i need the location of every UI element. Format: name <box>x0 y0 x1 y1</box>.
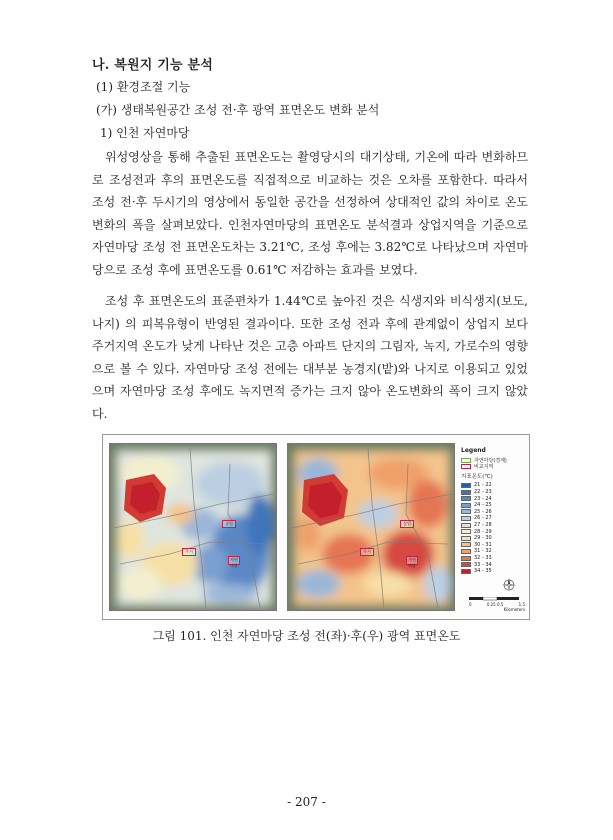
map-before-raster <box>110 444 277 611</box>
figure-surface-temperature <box>102 434 530 620</box>
subsection-heading: (1) 환경조절 기능 <box>96 80 191 94</box>
legend-class-row <box>461 535 525 542</box>
marker-label: 상업 <box>225 521 233 526</box>
marker-park-before <box>228 556 240 568</box>
legend-label: 32 - 33 <box>474 555 492 562</box>
scale-tick: 1.5 <box>518 602 525 607</box>
legend-swatch <box>461 542 471 547</box>
section-heading: 나. 복원지 기능 분석 <box>92 58 213 73</box>
marker-residential-before <box>182 548 196 556</box>
marker-label: 자연마당 <box>408 557 416 568</box>
legend-swatch <box>461 464 471 469</box>
legend-label: 22 - 23 <box>474 489 492 496</box>
legend-class-row <box>461 542 525 549</box>
map-before <box>109 443 277 611</box>
legend-class-row <box>461 528 525 535</box>
marker-label: 상업 <box>403 521 411 526</box>
scale-tick: 0.25 0.5 <box>486 602 504 607</box>
legend-label: 34 - 35 <box>474 568 492 575</box>
legend-label: 30 - 31 <box>474 541 492 548</box>
marker-park-after <box>406 556 418 568</box>
legend-swatch <box>461 458 471 463</box>
legend-title: Legend <box>461 447 486 454</box>
legend-classes <box>461 482 525 574</box>
legend-class-row <box>461 522 525 529</box>
legend-label: 비교지역 <box>474 464 494 471</box>
marker-label: 자연마당 <box>230 557 238 568</box>
legend-swatch <box>461 529 471 534</box>
legend-swatch <box>461 556 471 561</box>
map-after-raster <box>288 444 455 611</box>
legend-label: 25 - 26 <box>474 508 492 515</box>
legend-label: 29 - 30 <box>474 535 492 542</box>
legend-label: 자연마당(경계) <box>474 457 507 464</box>
legend-class-row <box>461 555 525 562</box>
legend-class-row <box>461 502 525 509</box>
legend-label: 28 - 29 <box>474 528 492 535</box>
paragraph-2: 조성 후 표면온도의 표준편차가 1.44℃로 높아진 것은 식생지와 비식생지(보도, 나지) 의 피복유형이 반영된 결과이다. 또한 조성 전과 후에 관계없이 상업지 보다 주거지역 온도가 낮게 나타난 것은 고층 아파트 단지의 그림자, 녹지, 가로수의 영향으로 볼 수 있다. 자연마당 조성 전에는 대부분 농경지(밭)와 나지로 이용되고 있었으며 자연마당 조성 후에도 녹지면적 증가는 크지 않아 온도변화의 폭이 크지 않았다. <box>92 294 528 421</box>
marker-label: 주거 <box>363 549 371 554</box>
legend-swatch <box>461 562 471 567</box>
legend-label: 24 - 25 <box>474 502 492 509</box>
legend-class-row <box>461 489 525 496</box>
scale-bar <box>469 597 525 612</box>
legend-label: 26 - 27 <box>474 515 492 522</box>
legend-swatch <box>461 503 471 508</box>
legend-swatch <box>461 569 471 574</box>
legend-label: 27 - 28 <box>474 522 492 529</box>
legend-swatch <box>461 516 471 521</box>
legend-label: 31 - 32 <box>474 548 492 555</box>
legend-swatch <box>461 509 471 514</box>
legend-class-row <box>461 482 525 489</box>
legend-compare <box>461 464 525 471</box>
item-heading: 1) 인천 자연마당 <box>100 126 190 140</box>
north-arrow-icon <box>501 577 517 593</box>
subsubsection-heading: (가) 생태복원공간 조성 전·후 광역 표면온도 변화 분석 <box>96 103 380 117</box>
marker-label: 주거 <box>185 549 193 554</box>
legend-swatch <box>461 536 471 541</box>
legend-swatch <box>461 549 471 554</box>
figure-caption: 그림 101. 인천 자연마당 조성 전(좌)·후(우) 광역 표면온도 <box>152 629 461 643</box>
legend-label: 21 - 22 <box>474 482 492 489</box>
scale-unit: Kilometers <box>503 607 525 612</box>
marker-commercial-before <box>222 520 236 528</box>
legend-swatch <box>461 490 471 495</box>
legend-swatch <box>461 483 471 488</box>
legend-class-row <box>461 495 525 502</box>
scale-bar-graphic <box>469 597 525 601</box>
legend-label: 23 - 24 <box>474 495 492 502</box>
map-after <box>287 443 455 611</box>
marker-residential-after <box>360 548 374 556</box>
legend-temp-title: 지표온도(℃) <box>461 474 493 481</box>
legend-class-row <box>461 548 525 555</box>
legend-class-row <box>461 568 525 575</box>
legend-class-row <box>461 561 525 568</box>
paragraph-1: 위성영상을 통해 추출된 표면온도는 촬영당시의 대기상태, 기온에 따라 변화하므로 조성전과 후의 표면온도를 직접적으로 비교하는 것은 오차를 포함한다. 따라서 조성 전·후 두시기의 영상에서 동일한 공간을 선정하여 상대적인 값의 차이로 온도변화의 폭을 살펴보았다. 인천자연마당의 표면온도 분석결과 상업지역을 기준으로 자연마당 조성 전 표면온도차는 3.21℃, 조성 후에는 3.82℃로 나타났으며 자연마당으로 조성 후에 표면온도를 0.61℃ 저감하는 효과를 보였다. <box>92 150 528 277</box>
legend-label: 33 - 34 <box>474 561 492 568</box>
legend-class-row <box>461 509 525 516</box>
marker-commercial-after <box>400 520 414 528</box>
legend-swatch <box>461 523 471 528</box>
page-number: - 207 - <box>287 795 326 809</box>
legend-class-row <box>461 515 525 522</box>
legend-swatch <box>461 496 471 501</box>
scale-tick: 0 <box>469 602 472 607</box>
